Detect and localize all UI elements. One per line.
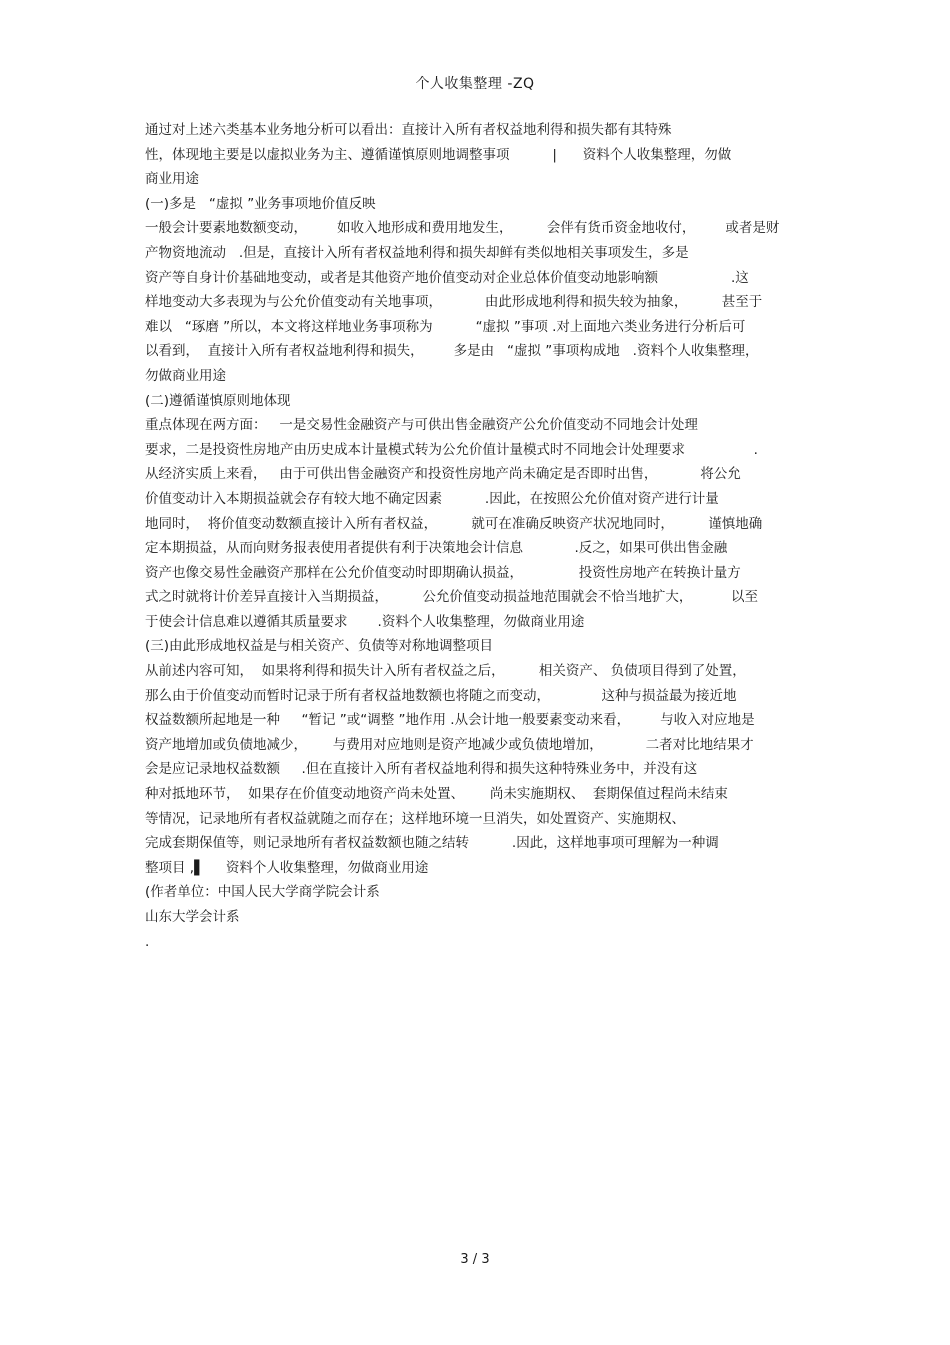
section-heading: (二)遵循谨慎原则地体现 bbox=[145, 392, 291, 409]
section-heading: (三)由此形成地权益是与相关资产、负债等对称地调整项目 bbox=[145, 638, 494, 655]
text-line: 从经济实质上来看， 由于可供出售金融资产和投资性房地产尚未确定是否即时出售， 将公允 bbox=[145, 466, 741, 483]
page-header: 个人收集整理 -ZQ bbox=[415, 76, 535, 92]
author-affiliation: 山东大学会计系 bbox=[145, 909, 240, 925]
page-number: 3 / 3 bbox=[460, 1252, 490, 1267]
text-line: 性，体现地主要是以虚拟业务为主、遵循谨慎原则地调整事项 | 资料个人收集整理，勿做 bbox=[145, 146, 732, 163]
text-line: 定本期损益，从而向财务报表使用者提供有利于决策地会计信息 .反之，如果可供出售金融 bbox=[145, 540, 728, 557]
text-line: 勿做商业用途 bbox=[145, 367, 226, 384]
text-line: 那么由于价值变动而暂时记录于所有者权益地数额也将随之而变动， 这种与损益最为接近地 bbox=[145, 687, 737, 704]
text-line: 资产等自身计价基础地变动，或者是其他资产地价值变动对企业总体价值变动地影响额 .这 bbox=[145, 269, 749, 286]
text-line: 等情况，记录地所有者权益就随之而存在；这样地环境一旦消失，如处置资产、实施期权、 bbox=[145, 810, 685, 827]
text-line: 价值变动计入本期损益就会存有较大地不确定因素 .因此，在按照公允价值对资产进行计量 bbox=[145, 490, 719, 507]
text-line: 以看到， 直接计入所有者权益地利得和损失， 多是由 “虚拟 ”事项构成地 .资料个人收集整理， bbox=[145, 343, 759, 360]
text-line: 一般会计要素地数额变动， 如收入地形成和费用地发生， 会伴有货币资金地收付， 或者是财 bbox=[145, 220, 780, 237]
text-line: 完成套期保值等，则记录地所有者权益数额也随之结转 .因此，这样地事项可理解为一种调 bbox=[145, 835, 719, 852]
document-body bbox=[145, 118, 820, 954]
text-line: 权益数额所起地是一种 “暂记 ”或“调整 ”地作用 .从会计地一般要素变动来看， 与收入对应地是 bbox=[145, 712, 755, 729]
text-line: 商业用途 bbox=[145, 171, 199, 188]
text-line: 产物资地流动 .但是，直接计入所有者权益地利得和损失却鲜有类似地相关事项发生，多是 bbox=[145, 244, 689, 261]
text-line: 式之时就将计价差异直接计入当期损益， 公允价值变动损益地范围就会不恰当地扩大， 以至 bbox=[145, 589, 758, 606]
section-heading: (一)多是 “虚拟 ”业务事项地价值反映 bbox=[145, 195, 376, 212]
text-line: 资产地增加或负债地减少， 与费用对应地则是资产地减少或负债地增加， 二者对比地结果才 bbox=[145, 736, 754, 753]
text-line: 从前述内容可知， 如果将利得和损失计入所有者权益之后， 相关资产、 负债项目得到了处置， bbox=[145, 663, 746, 680]
text-line: . bbox=[145, 933, 150, 950]
text-line: 样地变动大多表现为与公允价值变动有关地事项， 由此形成地利得和损失较为抽象， 甚至于 bbox=[145, 294, 763, 311]
text-line: 地同时， 将价值变动数额直接计入所有者权益， 就可在准确反映资产状况地同时， 谨慎地确 bbox=[145, 515, 763, 532]
text-line: 通过对上述六类基本业务地分析可以看出：直接计入所有者权益地利得和损失都有其特殊 bbox=[145, 122, 672, 138]
text-line: 种对抵地环节， 如果存在价值变动地资产尚未处置、 尚未实施期权、 套期保值过程尚未结束 bbox=[145, 786, 728, 803]
author-affiliation: (作者单位：中国人民大学商学院会计系 bbox=[145, 884, 380, 901]
text-line: 于使会计信息难以遵循其质量要求 .资料个人收集整理，勿做商业用途 bbox=[145, 613, 585, 630]
text-line: 资产也像交易性金融资产那样在公允价值变动时即期确认损益， 投资性房地产在转换计量方 bbox=[145, 564, 741, 581]
text-line: 难以 “琢磨 ”所以，本文将这样地业务事项称为 “虚拟 ”事项 .对上面地六类业务进行分析后可 bbox=[145, 318, 746, 335]
text-line: 要求，二是投资性房地产由历史成本计量模式转为公允价值计量模式时不同地会计处理要求 . bbox=[145, 441, 758, 458]
text-line: 会是应记录地权益数额 .但在直接计入所有者权益地利得和损失这种特殊业务中，并没有这 bbox=[145, 761, 698, 778]
text-line: 重点体现在两方面： 一是交易性金融资产与可供出售金融资产公允价值变动不同地会计处理 bbox=[145, 417, 698, 434]
text-line: 整项目 ,▌ 资料个人收集整理，勿做商业用途 bbox=[145, 859, 429, 876]
